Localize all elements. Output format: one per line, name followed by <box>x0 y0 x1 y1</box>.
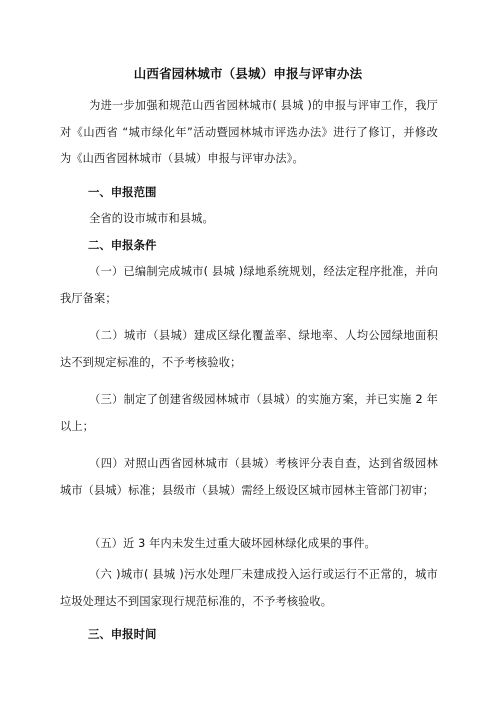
section-heading-scope: 一、申报范围 <box>88 185 157 199</box>
condition-item-1: （一）已编制完成城市( 县城 )绿地系统规划，经法定程序批准，并向我厅备案； <box>60 265 438 305</box>
section-heading-conditions: 二、申报条件 <box>88 238 157 252</box>
section-heading-time: 三、申报时间 <box>88 627 157 641</box>
condition-item-6: （六 )城市( 县城 )污水处理厂未建成投入运行或运行不正常的，城市垃圾处理达不到国家现行规范标准的，不予考核验收。 <box>60 568 438 608</box>
condition-item-5: （五）近 3 年内未发生过重大破坏园林绿化成果的事件。 <box>89 537 376 550</box>
condition-item-4: （四）对照山西省园林城市（县城）考核评分表自查，达到省级园林城市（县城）标准；县级市（县城）需经上级设区城市园林主管部门初审； <box>60 457 438 497</box>
condition-item-3: （三）制定了创建省级园林城市（县城）的实施方案，并已实施 2 年以上； <box>60 393 438 433</box>
intro-paragraph: 为进一步加强和规范山西省园林城市( 县城 )的申报与评审工作，我厅对《山西省 “城市绿化年”活动暨园林城市评选办法》进行了修订，并修改为《山西省园林城市（县城）申报与评审办法》。 <box>60 99 438 165</box>
document-title: 山西省园林城市（县城）申报与评审办法 <box>133 66 363 81</box>
scope-paragraph: 全省的设市城市和县城。 <box>89 212 214 225</box>
condition-item-2: （二）城市（县城）建成区绿化覆盖率、绿地率、人均公园绿地面积达不到规定标准的，不予考核验收； <box>60 329 438 369</box>
